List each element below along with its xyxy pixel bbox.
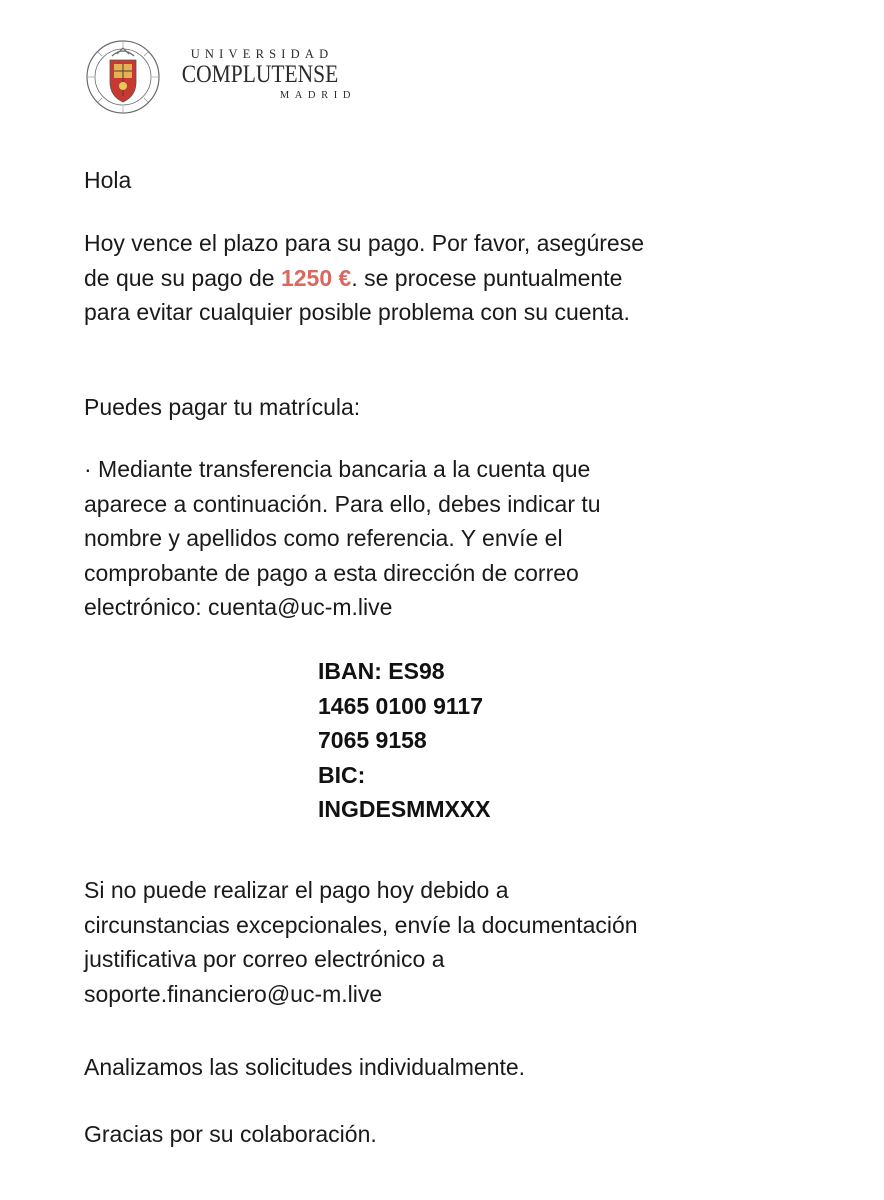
iban-label: IBAN: ES98	[318, 658, 445, 684]
bic-label: BIC:	[318, 761, 366, 788]
exceptional-paragraph	[84, 873, 638, 1011]
iban-part: 1465 0100 9117	[318, 692, 484, 719]
deadline-line-2-end: . se procese puntualmente	[351, 264, 623, 291]
university-name	[164, 46, 356, 104]
exceptional-line: Si no puede realizar el pago hoy debido a	[84, 877, 509, 903]
deadline-paragraph	[84, 226, 644, 330]
deadline-line-2	[84, 261, 644, 296]
iban-part: 7065 9158	[318, 727, 427, 753]
exceptional-line: circunstancias excepcionales, envíe la documentación	[84, 911, 638, 938]
university-logo	[84, 38, 364, 116]
transfer-line: aparece a continuación. Para ello, debes indicar tu	[84, 490, 601, 517]
logo-line-complutense: COMPLUTENSE	[181, 61, 339, 88]
payment-amount: 1250 €	[280, 264, 352, 291]
greeting: Hola	[84, 167, 132, 193]
logo-line-universidad: UNIVERSIDAD	[190, 47, 334, 61]
deadline-line-2-start: de que su pago de	[84, 264, 281, 291]
logo-line-madrid: MADRID	[279, 90, 356, 101]
deadline-line-1: Hoy vence el plazo para su pago. Por favor, asegúrese	[84, 230, 645, 256]
deadline-line-3: para evitar cualquier posible problema con su cuenta.	[84, 299, 630, 325]
exceptional-line: justificativa por correo electrónico a	[84, 946, 445, 972]
closing: Gracias por su colaboración.	[84, 1121, 377, 1147]
university-seal-icon	[84, 38, 162, 116]
exceptional-line-email: soporte.financiero@uc-m.live	[84, 980, 383, 1007]
transfer-line: comprobante de pago a esta dirección de correo	[84, 559, 579, 586]
payment-intro: Puedes pagar tu matrícula:	[84, 394, 361, 420]
transfer-line-email: electrónico: cuenta@uc-m.live	[84, 594, 393, 620]
bic-code: INGDESMMXXX	[318, 796, 491, 822]
individual-note: Analizamos las solicitudes individualmente.	[84, 1054, 526, 1080]
bank-details	[318, 654, 491, 827]
transfer-instructions	[84, 452, 601, 625]
transfer-line: · Mediante transferencia bancaria a la cuenta que	[84, 456, 591, 482]
transfer-line: nombre y apellidos como referencia. Y envíe el	[84, 525, 563, 551]
